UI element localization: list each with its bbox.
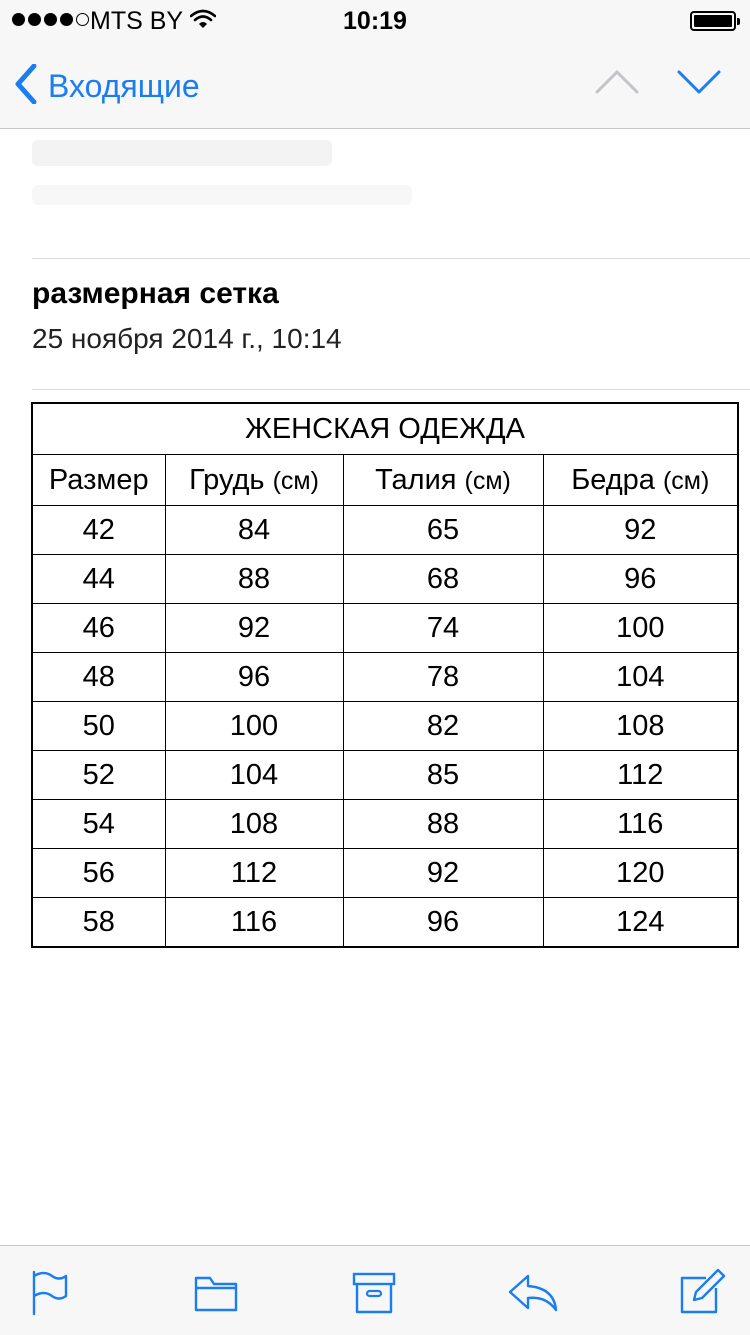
table-cell: 48 — [32, 653, 165, 702]
column-header — [343, 455, 543, 506]
table-cell: 68 — [343, 555, 543, 604]
back-button[interactable] — [14, 64, 200, 109]
table-row — [32, 555, 738, 604]
flag-icon — [26, 1303, 74, 1320]
table-cell: 88 — [165, 555, 343, 604]
table-cell: 112 — [543, 751, 738, 800]
table-row — [32, 604, 738, 653]
column-header-label: Грудь — [189, 463, 265, 496]
table-cell: 88 — [343, 800, 543, 849]
table-cell: 104 — [543, 653, 738, 702]
back-label: Входящие — [48, 68, 200, 104]
divider — [32, 258, 750, 259]
table-cell: 108 — [543, 702, 738, 751]
table-cell: 100 — [543, 604, 738, 653]
table-cell: 92 — [165, 604, 343, 653]
move-to-folder-button[interactable] — [192, 1268, 240, 1316]
navigation-bar — [0, 40, 750, 129]
table-cell: 65 — [343, 506, 543, 555]
table-row — [32, 751, 738, 800]
status-time: 10:19 — [343, 7, 407, 35]
flag-button[interactable] — [26, 1268, 74, 1316]
table-title: ЖЕНСКАЯ ОДЕЖДА — [32, 403, 738, 455]
battery-icon — [690, 11, 736, 31]
table-cell: 54 — [32, 800, 165, 849]
column-header — [543, 455, 738, 506]
table-cell: 84 — [165, 506, 343, 555]
recipient-info-redacted — [32, 185, 412, 205]
status-bar — [0, 0, 750, 40]
table-cell: 56 — [32, 849, 165, 898]
folder-icon — [192, 1303, 240, 1320]
table-cell: 42 — [32, 506, 165, 555]
chevron-up-icon — [594, 83, 640, 100]
table-cell: 96 — [543, 555, 738, 604]
archive-icon — [350, 1303, 398, 1320]
column-header-label: Талия — [375, 463, 457, 496]
table-cell: 50 — [32, 702, 165, 751]
table-cell: 92 — [343, 849, 543, 898]
table-cell: 124 — [543, 898, 738, 948]
column-header-label: Бедра — [571, 463, 655, 496]
next-message-button[interactable] — [676, 68, 722, 101]
compose-icon — [678, 1303, 726, 1320]
table-row — [32, 702, 738, 751]
column-header — [32, 455, 165, 506]
compose-button[interactable] — [678, 1268, 726, 1316]
table-cell: 46 — [32, 604, 165, 653]
previous-message-button[interactable] — [594, 68, 640, 101]
table-row — [32, 898, 738, 948]
table-cell: 85 — [343, 751, 543, 800]
size-chart-table — [31, 402, 739, 948]
message-subject: размерная сетка — [32, 277, 279, 310]
table-cell: 92 — [543, 506, 738, 555]
table-cell: 74 — [343, 604, 543, 653]
sender-info-redacted — [32, 140, 332, 166]
table-cell: 120 — [543, 849, 738, 898]
table-row — [32, 800, 738, 849]
archive-button[interactable] — [350, 1268, 398, 1316]
table-cell: 82 — [343, 702, 543, 751]
table-cell: 100 — [165, 702, 343, 751]
table-cell: 78 — [343, 653, 543, 702]
table-row — [32, 849, 738, 898]
table-row — [32, 506, 738, 555]
bottom-toolbar — [0, 1245, 750, 1335]
divider — [32, 389, 750, 390]
message-date: 25 ноября 2014 г., 10:14 — [32, 323, 342, 354]
chevron-down-icon — [676, 83, 722, 100]
table-cell: 44 — [32, 555, 165, 604]
reply-button[interactable] — [508, 1268, 556, 1316]
table-cell: 108 — [165, 800, 343, 849]
table-cell: 96 — [343, 898, 543, 948]
reply-icon — [508, 1303, 560, 1320]
column-header-unit: (см) — [272, 466, 319, 495]
column-header-unit: (см) — [662, 466, 710, 495]
table-cell: 112 — [165, 849, 343, 898]
table-cell: 104 — [165, 751, 343, 800]
column-header — [165, 455, 343, 506]
table-row — [32, 653, 738, 702]
table-cell: 116 — [165, 898, 343, 948]
chevron-left-icon — [14, 64, 38, 109]
carrier-name: MTS BY — [90, 7, 184, 35]
column-header-unit: (см) — [464, 466, 511, 495]
column-header-label: Размер — [48, 463, 149, 496]
table-cell: 52 — [32, 751, 165, 800]
table-cell: 96 — [165, 653, 343, 702]
table-cell: 58 — [32, 898, 165, 948]
table-cell: 116 — [543, 800, 738, 849]
